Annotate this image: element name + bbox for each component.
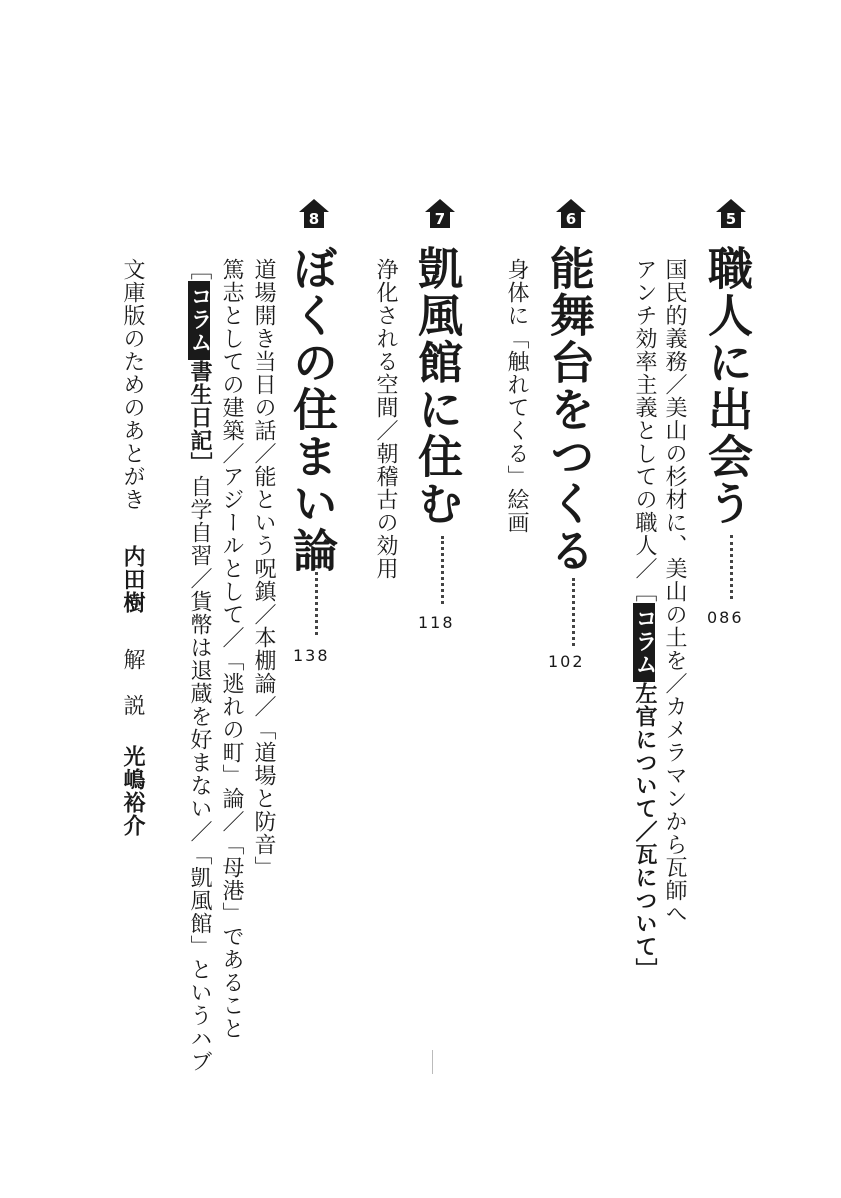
chapter-8-column-bracket: ［ bbox=[187, 258, 212, 281]
chapter-8-line-3 bbox=[188, 258, 210, 1073]
chapter-7-leader bbox=[441, 536, 444, 604]
fold-mark bbox=[432, 1050, 433, 1074]
svg-text:5: 5 bbox=[725, 210, 737, 228]
chapter-6-title[interactable]: 能舞台をつくる bbox=[542, 245, 595, 574]
chapter-5-title[interactable]: 職人に出会う bbox=[700, 245, 753, 527]
chapter-6-line-1: 身体に「触れてくる」絵画 bbox=[504, 258, 529, 534]
chapter-5-leader bbox=[730, 535, 733, 599]
chapter-5-column-tag: コラム bbox=[633, 603, 655, 682]
svg-text:7: 7 bbox=[434, 210, 446, 228]
chapter-5-line-2 bbox=[633, 258, 655, 981]
chapter-5-page-number: 086 bbox=[707, 608, 744, 627]
afterword-author: 内田樹 bbox=[120, 545, 145, 614]
chapter-8-column-text: 書生日記］ bbox=[187, 360, 212, 475]
chapter-5-column-text: 左官について／瓦について］ bbox=[632, 682, 657, 981]
chapter-5-line-1: 国民的義務／美山の杉材に、美山の土を／カメラマンから瓦師へ bbox=[662, 258, 687, 925]
chapter-6-page-number: 102 bbox=[548, 652, 585, 671]
svg-text:8: 8 bbox=[308, 210, 320, 228]
commentary-label[interactable]: 解 説 bbox=[120, 648, 145, 717]
chapter-7-line-1: 浄化される空間／朝稽古の効用 bbox=[373, 258, 398, 580]
chapter-8-column-tag: コラム bbox=[188, 281, 210, 360]
chapter-5-line-2-text: アンチ効率主義としての職人／［ bbox=[632, 258, 657, 603]
svg-text:6: 6 bbox=[565, 210, 577, 228]
chapter-6-badge-icon bbox=[555, 197, 587, 229]
chapter-8-line-2: 篤志としての建築／アジールとして／「逃れの町」論／「母港」であること bbox=[219, 258, 244, 1040]
afterword-label[interactable]: 文庫版のためのあとがき bbox=[120, 258, 145, 511]
chapter-8-leader bbox=[315, 565, 318, 635]
chapter-8-line-1: 道場開き当日の話／能という呪鎮／本棚論／「道場と防音」 bbox=[251, 258, 276, 879]
chapter-7-page-number: 118 bbox=[418, 613, 455, 632]
chapter-8-page-number: 138 bbox=[293, 646, 330, 665]
chapter-8-title[interactable]: ぼくの住まい論 bbox=[285, 245, 338, 574]
chapter-8-badge-icon bbox=[298, 197, 330, 229]
chapter-6-leader bbox=[572, 578, 575, 646]
chapter-7-badge-icon bbox=[424, 197, 456, 229]
chapter-7-title[interactable]: 凱風館に住む bbox=[410, 245, 463, 527]
commentary-author: 光嶋裕介 bbox=[120, 745, 145, 837]
chapter-8-line-3-text: 自学自習／貨幣は退蔵を好まない／「凱風館」というハブ bbox=[187, 475, 212, 1073]
chapter-5-badge-icon bbox=[715, 197, 747, 229]
